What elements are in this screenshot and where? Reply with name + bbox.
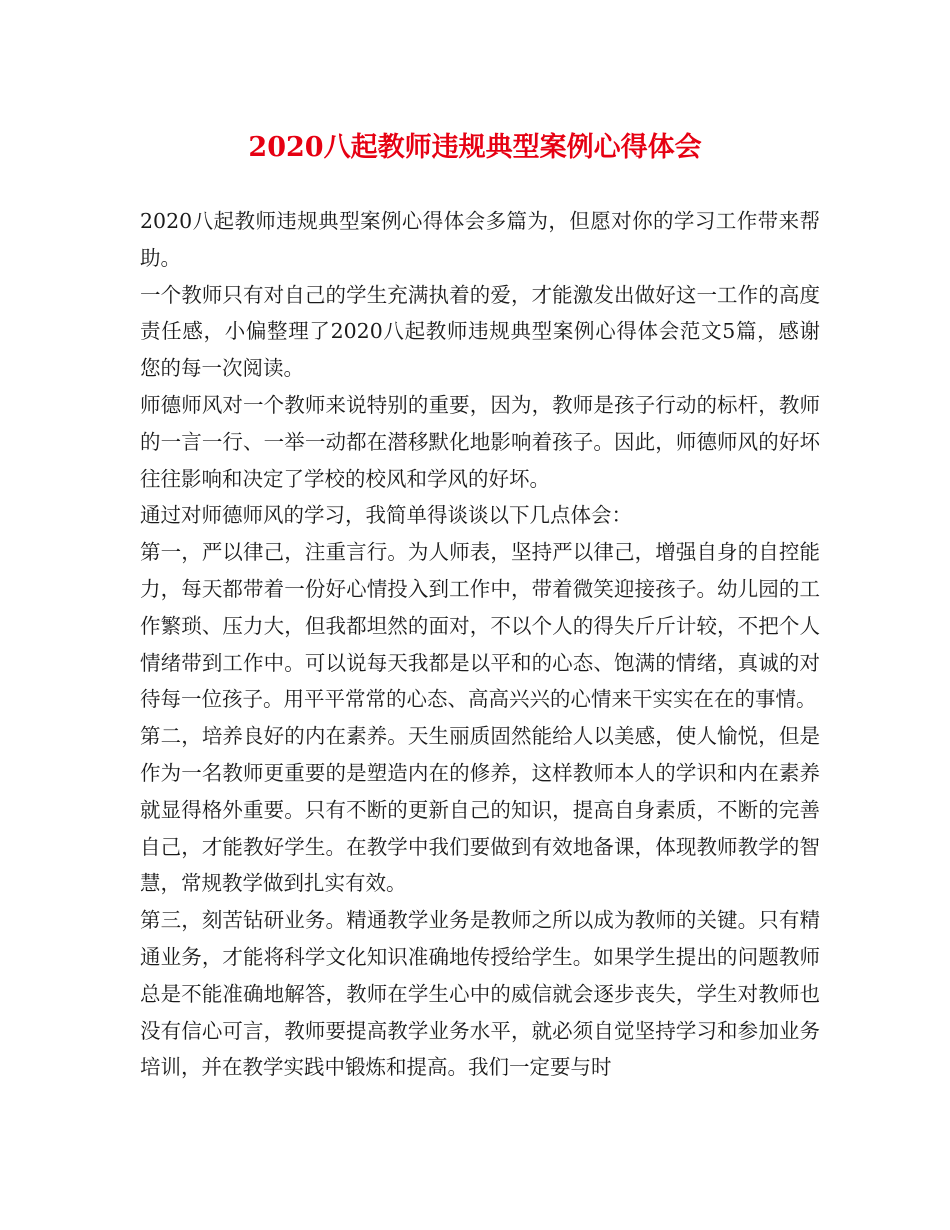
document-body bbox=[140, 203, 820, 1086]
paragraph-lead-in: 通过对师德师风的学习，我简单得谈谈以下几点体会： bbox=[140, 503, 632, 528]
document-title: 2020八起教师违规典型案例心得体会 bbox=[248, 132, 702, 163]
paragraph-teacher-ethics: 师德师风对一个教师来说特别的重要，因为，教师是孩子行动的标杆，教师的一言一行、一举一动都在潜移默化地影响着孩子。因此，师德师风的好坏往往影响和决定了学校的校风和学风的好坏。 bbox=[140, 392, 820, 491]
paragraph-point-one: 第一，严以律己，注重言行。为人师表，坚持严以律己，增强自身的自控能力，每天都带着一份好心情投入到工作中，带着微笑迎接孩子。幼儿园的工作繁琐、压力大，但我都坦然的面对，不以个人的得失斤斤计较，不把个人情绪带到工作中。可以说每天我都是以平和的心态、饱满的情绪，真诚的对待每一位孩子。用平平常常的心态、高高兴兴的心情来干实实在在的事情。 bbox=[140, 540, 820, 712]
paragraph-point-three: 第三，刻苦钻研业务。精通教学业务是教师之所以成为教师的关键。只有精通业务，才能将科学文化知识准确地传授给学生。如果学生提出的问题教师总是不能准确地解答，教师在学生心中的威信就会逐步丧失，学生对教师也没有信心可言，教师要提高教学业务水平，就必须自觉坚持学习和参加业务培训，并在教学实践中锻炼和提高。我们一定要与时 bbox=[140, 908, 820, 1080]
paragraph-point-two: 第二，培养良好的内在素养。天生丽质固然能给人以美感，使人愉悦，但是作为一名教师更重要的是塑造内在的修养，这样教师本人的学识和内在素养就显得格外重要。只有不断的更新自己的知识，提高自身素质，不断的完善自己，才能教好学生。在教学中我们要做到有效地备课，体现教师教学的智慧，常规教学做到扎实有效。 bbox=[140, 724, 820, 896]
paragraph-intro: 2020八起教师违规典型案例心得体会多篇为，但愿对你的学习工作带来帮助。 bbox=[140, 209, 820, 270]
paragraph-summary: 一个教师只有对自己的学生充满执着的爱，才能激发出做好这一工作的高度责任感，小偏整理了2020八起教师违规典型案例心得体会范文5篇，感谢您的每一次阅读。 bbox=[140, 282, 820, 381]
